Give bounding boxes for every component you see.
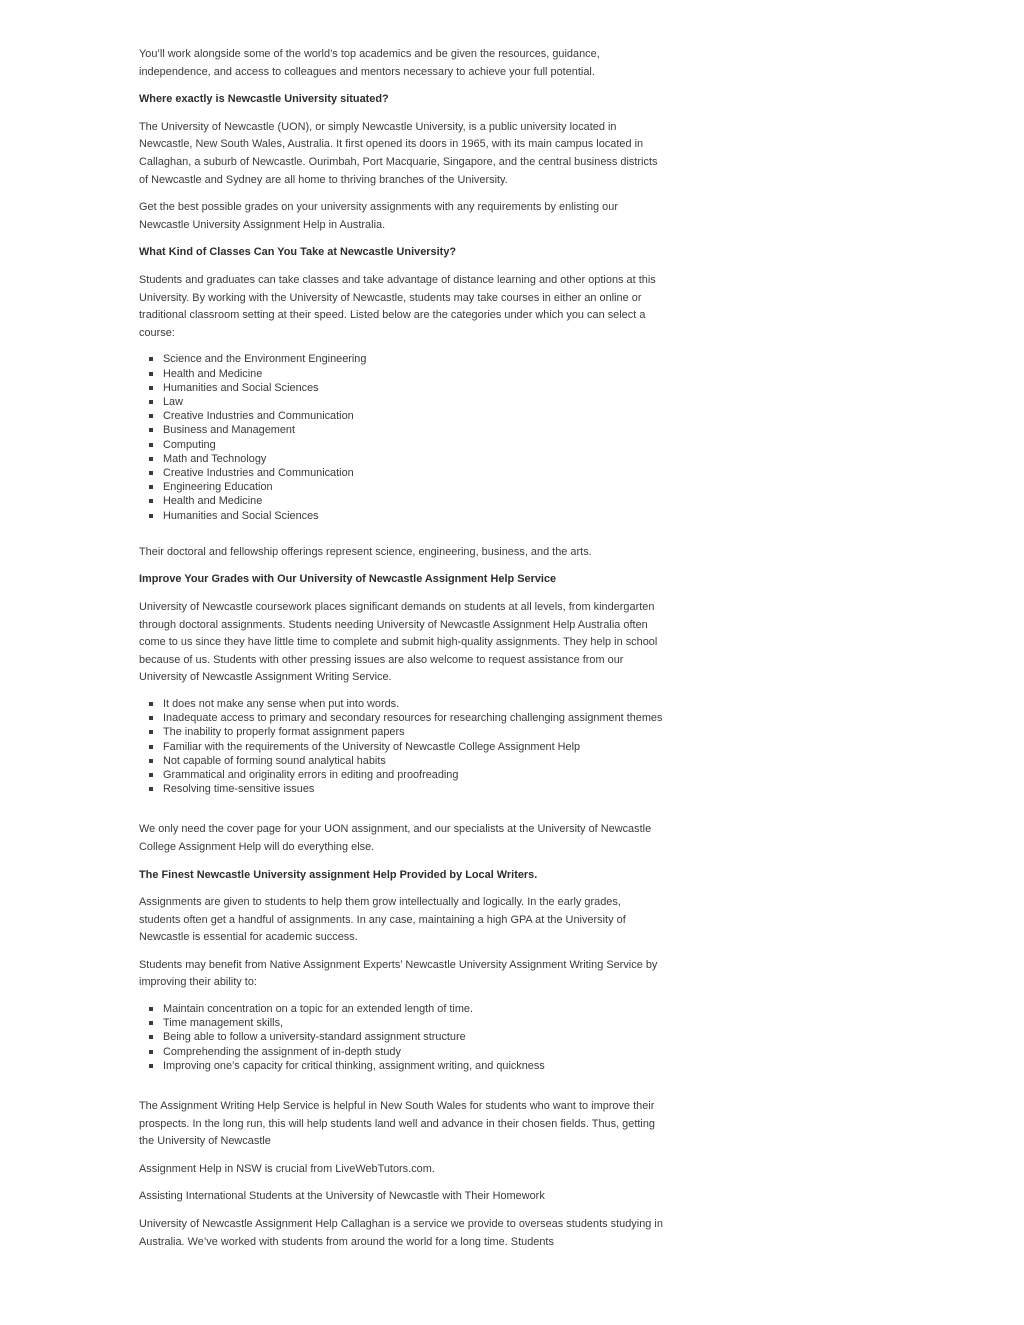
list-item: Health and Medicine — [139, 367, 664, 381]
list-item: Humanities and Social Sciences — [139, 509, 664, 523]
list-item: Grammatical and originality errors in editing and proofreading — [139, 768, 664, 782]
list-item: Science and the Environment Engineering — [139, 352, 664, 366]
offerings-paragraph: Their doctoral and fellowship offerings represent science, engineering, business, and the arts. — [139, 545, 592, 558]
list-item: It does not make any sense when put into words. — [139, 697, 664, 711]
issues-list — [139, 697, 664, 796]
nsw-help-paragraph: Assignment Help in NSW is crucial from LiveWebTutors.com. — [139, 1162, 435, 1175]
writing-service-paragraph: The Assignment Writing Help Service is helpful in New South Wales for students who want to improve their prospects. In the long run, this will help students land well and advance in their chosen fields. Thus, getting the University of Newcastle — [139, 1100, 655, 1148]
skills-list — [139, 1002, 664, 1073]
international-students-paragraph: Assisting International Students at the University of Newcastle with Their Homework — [139, 1190, 545, 1203]
intro-paragraph: You’ll work alongside some of the world’s top academics and be given the resources, guidance, independence, and access to colleagues and mentors necessary to achieve your full potential. — [139, 48, 600, 78]
list-item: Maintain concentration on a topic for an extended length of time. — [139, 1002, 664, 1016]
list-item: Creative Industries and Communication — [139, 409, 664, 423]
assignments-paragraph: Assignments are given to students to help them grow intellectually and logically. In the early grades, students often get a handful of assignments. In any case, maintaining a high GPA at the University of Newcastle is essential for academic success. — [139, 896, 626, 944]
callaghan-paragraph: University of Newcastle Assignment Help Callaghan is a service we provide to overseas students studying in Australia. We’ve worked with students from around the world for a long time. Students — [139, 1218, 663, 1248]
document-page — [139, 46, 664, 1261]
list-item: Computing — [139, 438, 664, 452]
course-category-list — [139, 352, 664, 522]
grades-paragraph: Get the best possible grades on your university assignments with any requirements by enlisting our Newcastle University Assignment Help in Australia. — [139, 201, 618, 231]
list-item: Engineering Education — [139, 480, 664, 494]
list-item: Creative Industries and Communication — [139, 466, 664, 480]
location-paragraph: The University of Newcastle (UON), or simply Newcastle University, is a public university located in Newcastle, New South Wales, Australia. It first opened its doors in 1965, with its main campus located in Callaghan, a suburb of Newcastle. Ourimbah, Port Macquarie, Singapore, and the central business districts of Newcastle and Sydney are all home to thriving branches of the University. — [139, 120, 658, 186]
list-item: Humanities and Social Sciences — [139, 381, 664, 395]
list-item: Math and Technology — [139, 452, 664, 466]
cover-page-paragraph: We only need the cover page for your UON assignment, and our specialists at the University of Newcastle College Assignment Help will do everything else. — [139, 823, 652, 853]
list-item: Familiar with the requirements of the University of Newcastle College Assignment Help — [139, 740, 664, 754]
classes-paragraph: Students and graduates can take classes and take advantage of distance learning and other options at this University. By working with the University of Newcastle, students may take courses in either an online or traditional classroom setting at their speed. Listed below are the categories under which you can select a course: — [139, 273, 656, 339]
finest-help-heading: The Finest Newcastle University assignment Help Provided by Local Writers. — [139, 868, 538, 881]
list-item: The inability to properly format assignment papers — [139, 725, 664, 739]
list-item: Improving one’s capacity for critical thinking, assignment writing, and quickness — [139, 1059, 664, 1073]
list-item: Inadequate access to primary and secondary resources for researching challenging assignment themes — [139, 711, 664, 725]
benefit-paragraph: Students may benefit from Native Assignment Experts’ Newcastle University Assignment Writing Service by improving their ability to: — [139, 958, 658, 989]
list-item: Comprehending the assignment of in-depth study — [139, 1045, 664, 1059]
list-item: Time management skills, — [139, 1016, 664, 1030]
improve-grades-heading: Improve Your Grades with Our University of Newcastle Assignment Help Service — [139, 573, 557, 586]
list-item: Law — [139, 395, 664, 409]
classes-heading: What Kind of Classes Can You Take at Newcastle University? — [139, 246, 457, 259]
list-item: Health and Medicine — [139, 494, 664, 508]
list-item: Not capable of forming sound analytical habits — [139, 754, 664, 768]
list-item: Business and Management — [139, 423, 664, 437]
list-item: Resolving time-sensitive issues — [139, 782, 664, 796]
location-heading: Where exactly is Newcastle University situated? — [139, 93, 389, 106]
list-item: Being able to follow a university-standard assignment structure — [139, 1030, 664, 1044]
coursework-paragraph: University of Newcastle coursework places significant demands on students at all levels, from kindergarten through doctoral assignments. Students needing University of Newcastle Assignment Help Australia often come to us since they have little time to complete and submit high-quality assignments. They help in school because of us. Students with other pressing issues are also welcome to request assistance from our University of Newcastle Assignment Writing Service. — [139, 600, 658, 684]
